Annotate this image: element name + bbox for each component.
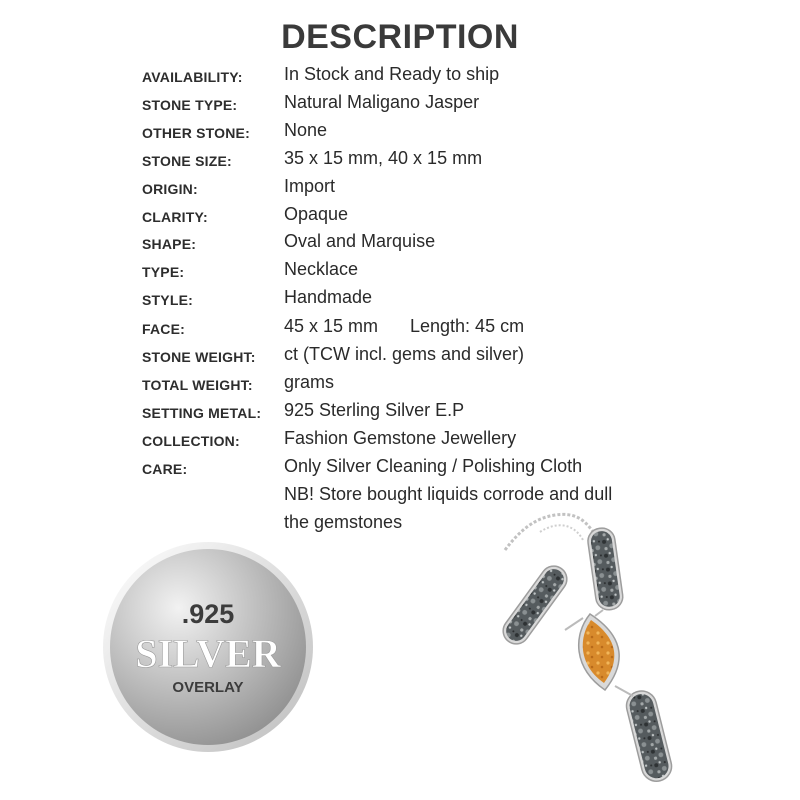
spec-label: TOTAL WEIGHT: bbox=[142, 377, 253, 393]
spec-label: ORIGIN: bbox=[142, 181, 198, 197]
spec-row-clarity bbox=[142, 204, 702, 230]
spec-label: AVAILABILITY: bbox=[142, 69, 243, 85]
stone-left bbox=[498, 561, 572, 649]
spec-label: STONE TYPE: bbox=[142, 97, 238, 113]
spec-row-type bbox=[142, 259, 702, 285]
necklace-image bbox=[465, 510, 705, 790]
necklace-link bbox=[615, 686, 633, 696]
spec-row-stone-size bbox=[142, 148, 702, 174]
spec-value-length: Length: 45 cm bbox=[410, 316, 525, 336]
spec-label: STONE WEIGHT: bbox=[142, 349, 256, 365]
spec-row-stone-weight bbox=[142, 344, 702, 370]
spec-row-other-stone bbox=[142, 120, 702, 146]
spec-row-origin bbox=[142, 176, 702, 202]
spec-label: CARE: bbox=[142, 461, 188, 477]
spec-value: Oval and Marquise bbox=[284, 231, 436, 251]
stone-amber bbox=[579, 614, 619, 690]
spec-row-care bbox=[142, 456, 702, 482]
spec-label: SETTING METAL: bbox=[142, 405, 262, 421]
spec-row-total-weight bbox=[142, 372, 702, 398]
spec-row-availability bbox=[142, 64, 702, 90]
spec-row-stone-type bbox=[142, 92, 702, 118]
spec-value: 925 Sterling Silver E.P bbox=[284, 400, 465, 420]
spec-label: COLLECTION: bbox=[142, 433, 240, 449]
necklace-link bbox=[565, 618, 583, 630]
spec-label: STYLE: bbox=[142, 292, 193, 308]
silver-overlay-badge bbox=[102, 541, 314, 753]
spec-row-face bbox=[142, 316, 702, 342]
spec-value: Import bbox=[284, 176, 336, 196]
spec-value: Fashion Gemstone Jewellery bbox=[284, 428, 517, 448]
spec-value: Handmade bbox=[284, 287, 373, 307]
necklace-link bbox=[595, 610, 603, 616]
stone-bottom bbox=[623, 688, 674, 785]
spec-value: grams bbox=[284, 372, 335, 392]
spec-value: Necklace bbox=[284, 259, 359, 279]
spec-row-collection bbox=[142, 428, 702, 454]
spec-value: In Stock and Ready to ship bbox=[284, 64, 500, 84]
spec-value: 35 x 15 mm, 40 x 15 mm bbox=[284, 148, 483, 168]
spec-label: CLARITY: bbox=[142, 209, 208, 225]
spec-label: STONE SIZE: bbox=[142, 153, 232, 169]
badge-925-text: .925 bbox=[181, 599, 235, 629]
badge-overlay-text: OVERLAY bbox=[172, 679, 244, 696]
spec-row-setting-metal bbox=[142, 400, 702, 426]
spec-label: TYPE: bbox=[142, 264, 185, 280]
spec-row-shape bbox=[142, 231, 702, 257]
spec-value: Only Silver Cleaning / Polishing Cloth bbox=[284, 456, 583, 476]
page-title: DESCRIPTION bbox=[281, 18, 519, 56]
spec-value: 45 x 15 mm bbox=[284, 316, 379, 336]
spec-value: Natural Maligano Jasper bbox=[284, 92, 480, 112]
badge-silver-text: SILVER bbox=[135, 631, 281, 676]
spec-row-style bbox=[142, 287, 702, 313]
spec-label: SHAPE: bbox=[142, 236, 197, 252]
spec-value: ct (TCW incl. gems and silver) bbox=[284, 344, 525, 364]
care-note-line-1: NB! Store bought liquids corrode and dull bbox=[284, 484, 613, 504]
spec-label: FACE: bbox=[142, 321, 185, 337]
necklace-chain bbox=[505, 514, 593, 550]
spec-label: OTHER STONE: bbox=[142, 125, 250, 141]
care-note-line-2: the gemstones bbox=[284, 512, 403, 532]
spec-value: None bbox=[284, 120, 328, 140]
stone-top-right bbox=[586, 526, 624, 611]
necklace-chain bbox=[540, 525, 583, 540]
spec-value: Opaque bbox=[284, 204, 349, 224]
